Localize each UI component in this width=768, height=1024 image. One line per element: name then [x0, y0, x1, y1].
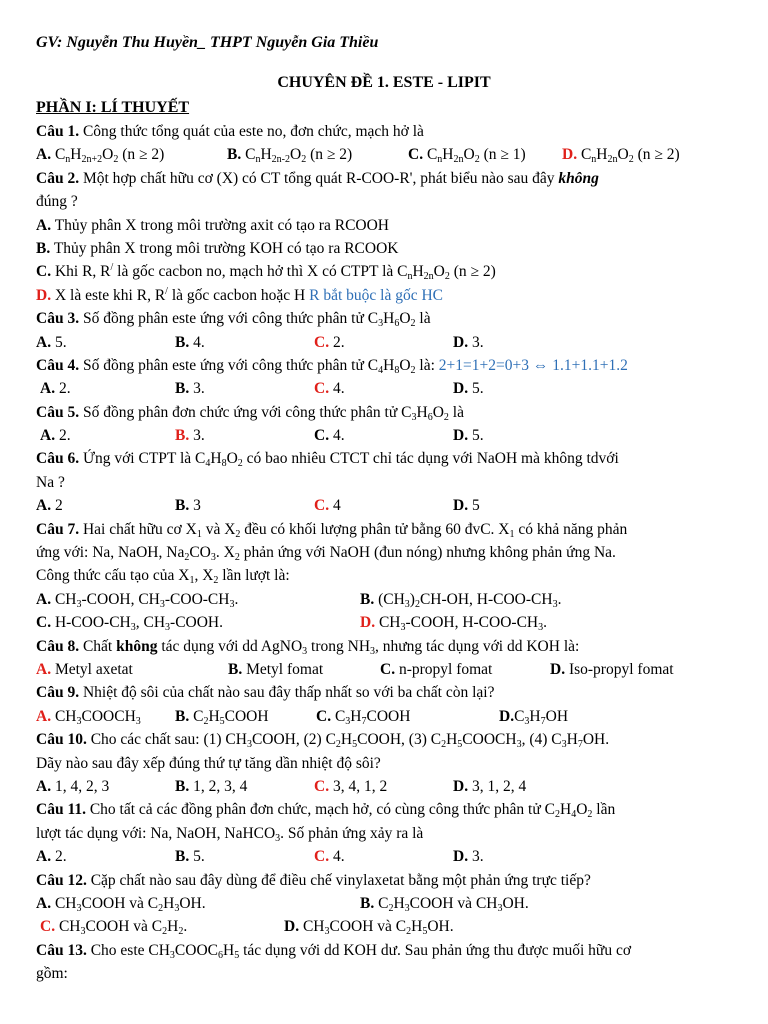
- option-b: B. 5.: [175, 848, 205, 866]
- option-b: B. 4.: [175, 333, 205, 351]
- option-c: C. 3, 4, 1, 2: [314, 777, 388, 795]
- option-d: $D.C_3H_7OH$: [499, 707, 569, 727]
- option-c: C. 4.: [314, 427, 345, 445]
- option-c: C. 4.: [314, 380, 345, 398]
- option-a: A. 2.: [36, 848, 67, 866]
- question-3: Câu 3. Số đồng phân este ứng với công thức phân tử $C_3H_6O_2$ là: [36, 310, 431, 330]
- question-1-options: [36, 143, 732, 166]
- question-6-options: [36, 494, 732, 517]
- teacher-note: 2+1=1+2=0+3 ⇔ 1.1+1.1+1.2: [438, 356, 628, 374]
- option-b: B. $C_2H_5COOH$: [175, 707, 269, 727]
- option-a: A. $C_nH_{2n+2}O_2$ (n ≥ 2): [36, 146, 165, 166]
- option-a: A. $CH_3COOH$ và $C_2H_3OH$.: [36, 894, 206, 914]
- option-a: A. Thủy phân X trong môi trường axit có tạo ra RCOOH: [36, 216, 389, 234]
- option-b: B. Metyl fomat: [228, 660, 324, 678]
- question-13: Câu 13. Cho este $CH_3COOC_6H_5$ tác dụng với dd KOH dư. Sau phản ứng thu được muối hữu cơ: [36, 941, 632, 961]
- topic-title: CHUYÊN ĐỀ 1. ESTE - LIPIT: [277, 74, 491, 91]
- question-11-options: [36, 845, 732, 868]
- option-d: D. 5.: [453, 427, 484, 445]
- question-8-options: [36, 658, 732, 681]
- teacher-header: GV: Nguyễn Thu Huyền_ THPT Nguyễn Gia Thiều: [36, 34, 379, 51]
- option-a: A. $CH_3COOCH_3$: [36, 707, 141, 727]
- question-7-options-ab: [36, 588, 732, 611]
- option-d: D. 3.: [453, 333, 484, 351]
- question-11: Câu 11. Cho tất cả các đồng phân đơn chức, mạch hở, có cùng công thức phân tử $C_2H_4O_2$ lần: [36, 801, 616, 821]
- option-d: D. 3, 1, 2, 4: [453, 777, 527, 795]
- teacher-note: R bắt buộc là gốc HC: [309, 286, 444, 304]
- question-7-cont: Công thức cấu tạo của $X_1$, $X_2$ lần lượt là:: [36, 567, 290, 587]
- option-b: B. $C_nH_{2n-2}O_2$ (n ≥ 2): [227, 146, 353, 166]
- question-4-options: [36, 377, 732, 400]
- option-c: C. $CH_3COOH$ và $C_2H_2$.: [40, 918, 188, 938]
- question-9: Câu 9. Nhiệt độ sôi của chất nào sau đây thấp nhất so với ba chất còn lại?: [36, 684, 495, 702]
- question-2: Câu 2. Một hợp chất hữu cơ (X) có CT tổng quát R-COO-R', phát biểu nào sau đây không: [36, 169, 599, 187]
- option-b: B. $C_2H_3COOH$ và $CH_3OH$.: [360, 894, 529, 914]
- question-3-options: [36, 331, 732, 354]
- option-a: A. 1, 4, 2, 3: [36, 777, 110, 795]
- option-a: A. Metyl axetat: [36, 660, 133, 678]
- question-2-cont: đúng ?: [36, 193, 78, 211]
- option-d: D. 3.: [453, 848, 484, 866]
- option-a: A. $CH_3$-COOH, $CH_3-COO-CH_3$.: [36, 590, 239, 610]
- option-a: A. 2.: [40, 380, 71, 398]
- question-12-options-ab: [36, 892, 732, 915]
- question-6-cont: Na ?: [36, 473, 65, 491]
- option-d: D. 5.: [453, 380, 484, 398]
- question-12-options-cd: [36, 915, 732, 938]
- option-c: C. 4.: [314, 848, 345, 866]
- option-b: B. 3.: [175, 380, 205, 398]
- option-b: B. Thủy phân X trong môi trường KOH có tạo ra RCOOK: [36, 239, 399, 257]
- option-c: C. 4: [314, 497, 341, 515]
- option-b: B. $(CH_3)_2CH-OH$, $H-COO-CH_3$.: [360, 590, 562, 610]
- question-5: Câu 5. Số đồng phân đơn chức ứng với công thức phân tử $C_3H_6O_2$ là: [36, 403, 464, 423]
- question-10: Câu 10. Cho các chất sau: (1) $CH_3COOH$, (2) $C_2H_5COOH$, (3) $C_2H_5COOCH_3$, (4) $C_3H_7OH$.: [36, 731, 610, 751]
- question-5-options: [36, 424, 732, 447]
- question-7-options-cd: [36, 611, 732, 634]
- question-6: Câu 6. Ứng với CTPT là $C_4H_8O_2$ có bao nhiêu CTCT chỉ tác dụng với NaOH mà không tdvới: [36, 450, 619, 470]
- question-1: Câu 1. Công thức tổng quát của este no, đơn chức, mạch hở là: [36, 123, 424, 140]
- option-d: D. $CH_3COOH$ và $C_2H_5OH$.: [284, 918, 454, 938]
- question-4: Câu 4. Số đồng phân este ứng với công thức phân tử $C_4H_8O_2$ là: 2+1=1+2=0+3 ⇔ 1.1+1.1+1.2: [36, 356, 628, 376]
- option-b: B. 3.: [175, 427, 205, 445]
- option-c: C. $C_nH_{2n}O_2$ (n ≥ 1): [408, 146, 526, 166]
- question-9-options: [36, 705, 732, 728]
- question-11-cont: lượt tác dụng với: Na, NaOH, NaHCO$_3$. Số phản ứng xảy ra là: [36, 824, 424, 844]
- section-heading: PHẦN I: LÍ THUYẾT: [36, 99, 190, 116]
- document-page: [36, 28, 732, 985]
- option-b: B. 3: [175, 497, 201, 515]
- question-12: Câu 12. Cặp chất nào sau đây dùng để điều chế vinylaxetat bằng một phản ứng trực tiếp?: [36, 871, 591, 889]
- option-a: A. 2.: [40, 427, 71, 445]
- option-a: A. 5.: [36, 333, 67, 351]
- option-c: C. n-propyl fomat: [380, 660, 493, 678]
- option-d: D. $CH_3$-COOH, $H-COO-CH_3$.: [360, 614, 547, 634]
- option-d: D. Iso-propyl fomat: [550, 660, 674, 678]
- question-8: Câu 8. Chất không tác dụng với dd AgNO$_3$ trong $NH_3$, nhưng tác dụng với dd KOH là:: [36, 637, 580, 657]
- question-10-options: [36, 775, 732, 798]
- question-7-cont: ứng với: Na, NaOH, $Na_2CO_3$. $X_2$ phản ứng với NaOH (đun nóng) nhưng không phản ứng Na.: [36, 544, 616, 564]
- option-c: C. $C_3H_7COOH$: [316, 707, 411, 727]
- question-10-cont: Dãy nào sau đây xếp đúng thứ tự tăng dần nhiệt độ sôi?: [36, 754, 381, 772]
- option-d: D. X là este khi R, R/ là gốc cacbon hoặc H R bắt buộc là gốc HC: [36, 285, 444, 304]
- option-a: A. 2: [36, 497, 63, 515]
- question-13-cont: gồm:: [36, 965, 68, 983]
- option-c: C. 2.: [314, 333, 345, 351]
- option-d: D. 5: [453, 497, 480, 515]
- option-d: D. $C_nH_{2n}O_2$ (n ≥ 2): [562, 146, 680, 166]
- option-c: C. $H-COO-CH_3$, $CH_3$-COOH.: [36, 614, 223, 634]
- option-c: C. Khi R, R/ là gốc cacbon no, mạch hở thì X có CTPT là $C_nH_{2n}O_2$ (n ≥ 2): [36, 262, 496, 283]
- option-b: B. 1, 2, 3, 4: [175, 777, 248, 795]
- question-7: Câu 7. Hai chất hữu cơ $X_1$ và $X_2$ đều có khối lượng phân tử bằng 60 đvC. $X_1$ có khả năng phản: [36, 520, 628, 540]
